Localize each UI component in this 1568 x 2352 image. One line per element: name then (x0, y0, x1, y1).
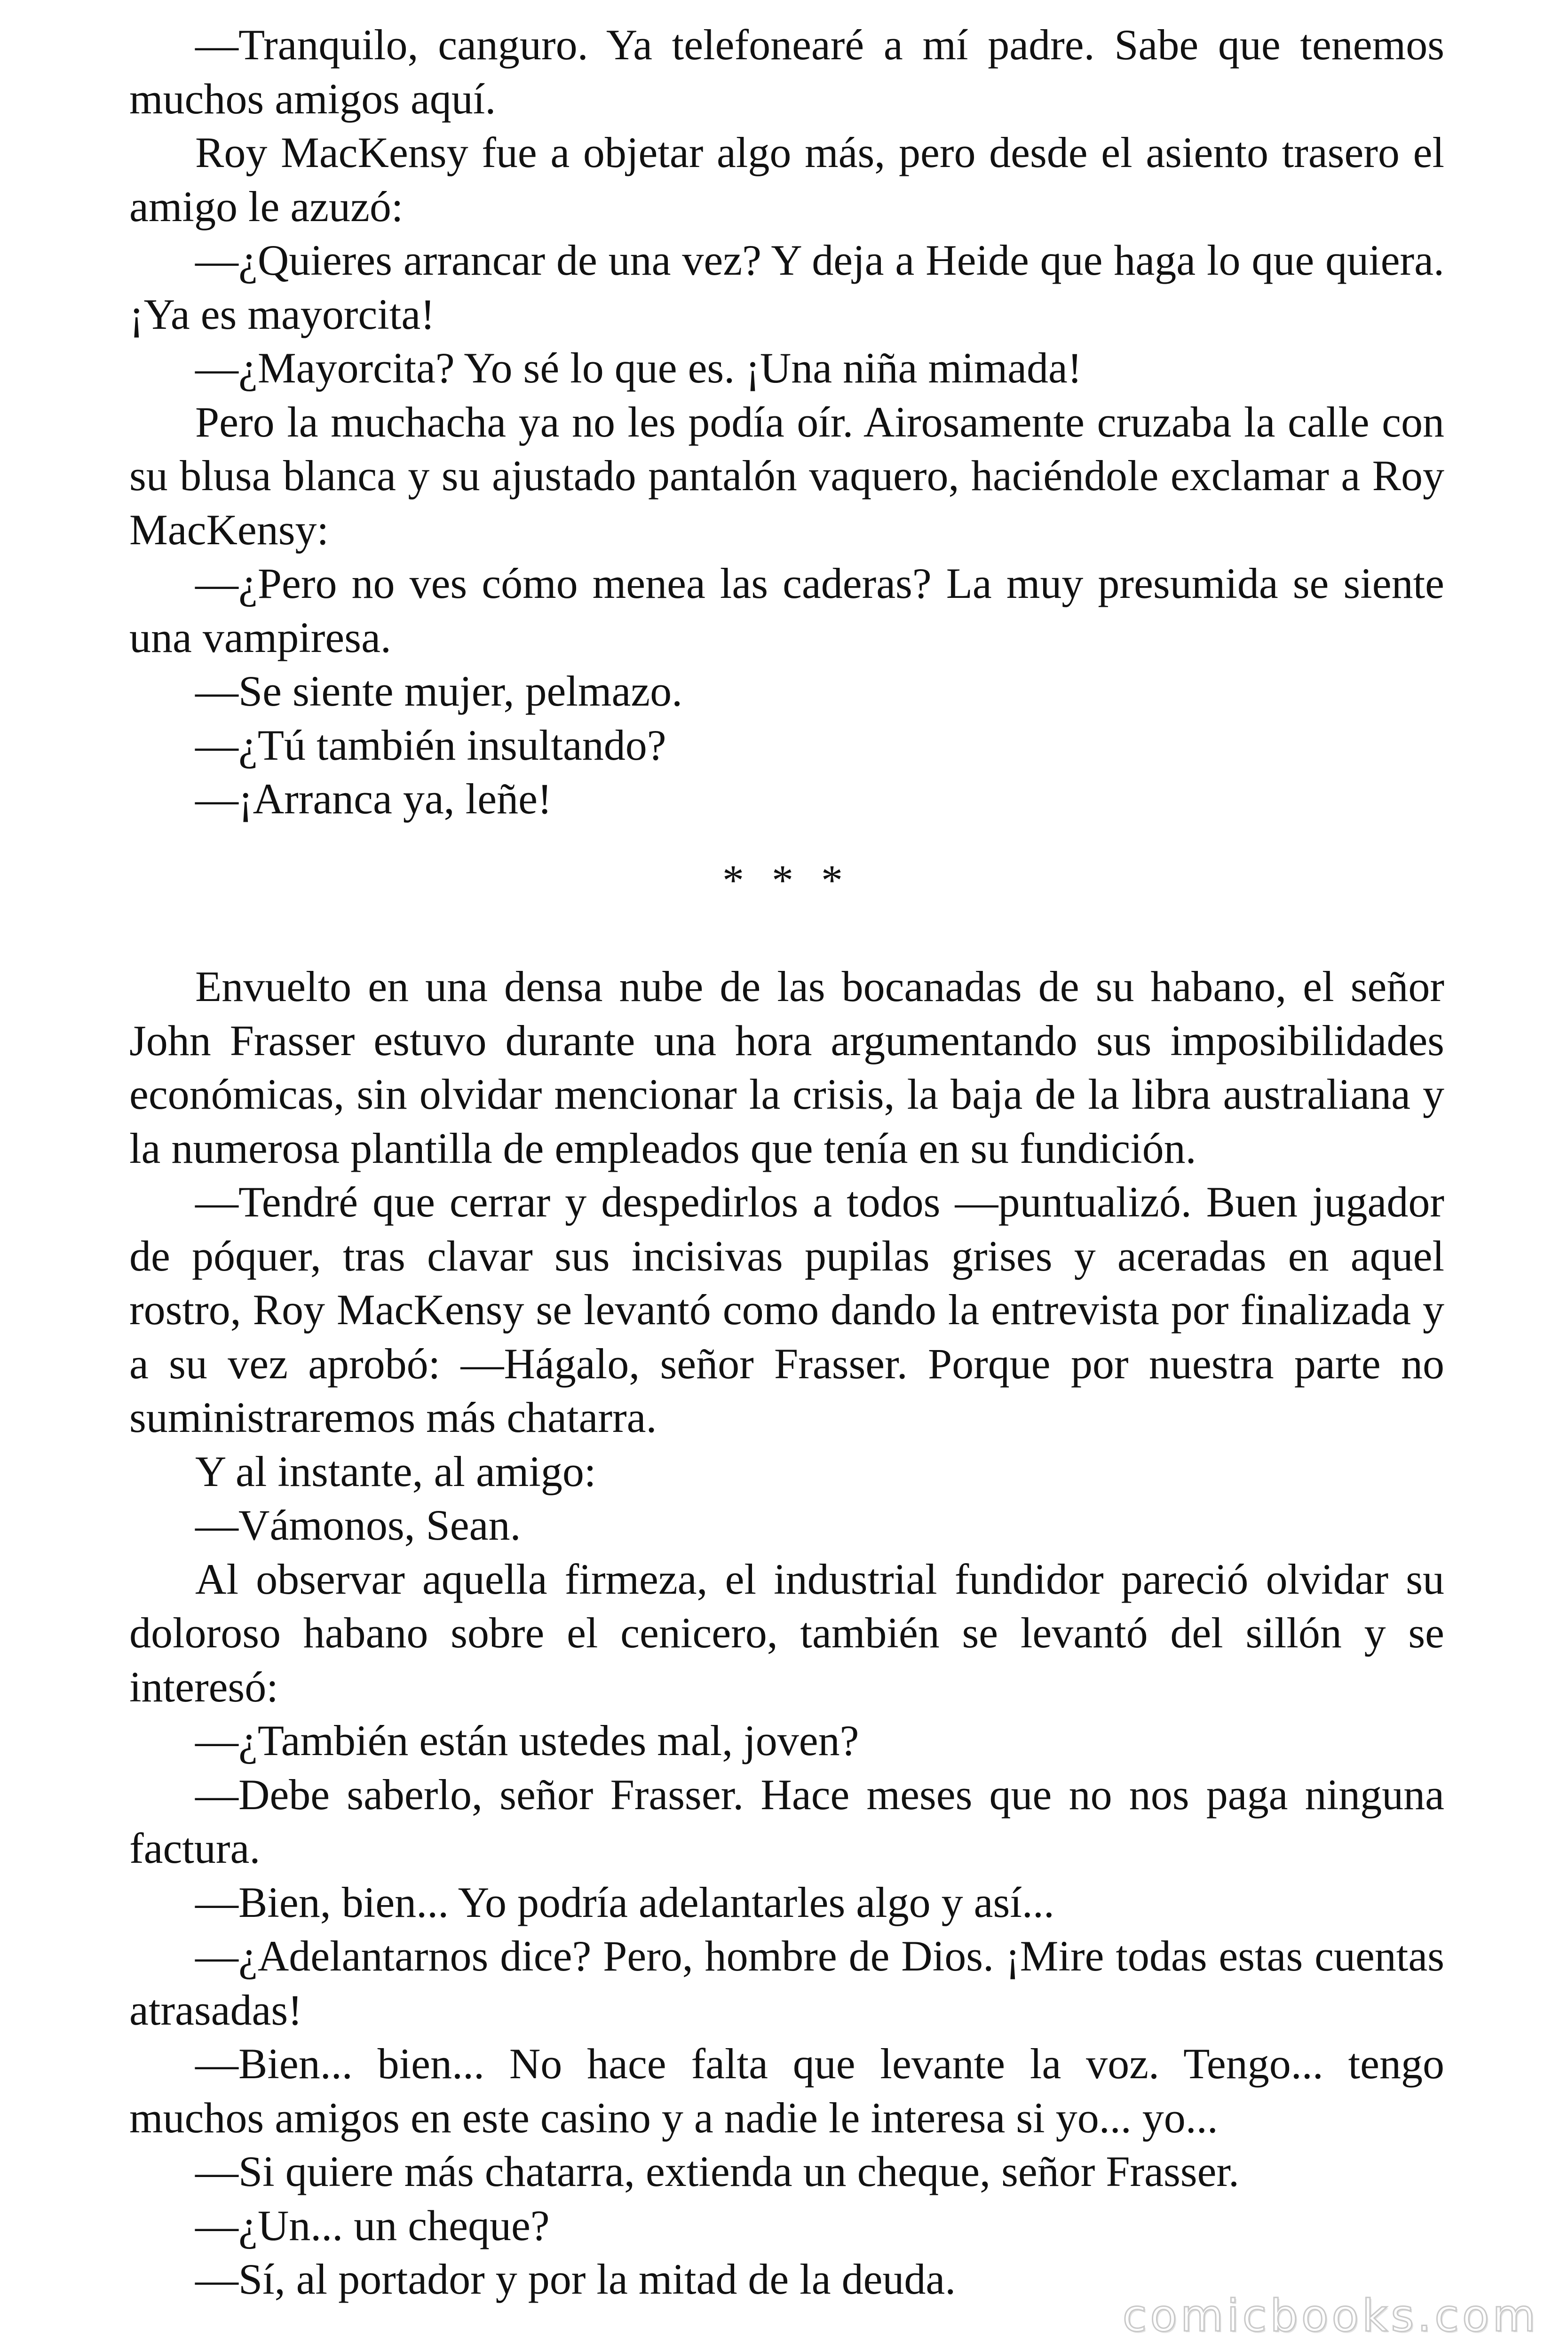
paragraph: —¿Pero no ves cómo menea las caderas? La muy presumida se siente una vampiresa. (129, 559, 1444, 661)
paragraph: —Bien... bien... No hace falta que levante la voz. Tengo... tengo muchos amigos en este casino y a nadie le interesa si yo... yo... (129, 2040, 1444, 2142)
paragraph: —Se siente mujer, pelmazo. (195, 667, 683, 715)
paragraph: —¿Quieres arrancar de una vez? Y deja a Heide que haga lo que quiera. ¡Ya es mayorcita! (129, 236, 1444, 338)
paragraph: —Si quiere más chatarra, extienda un cheque, señor Frasser. (195, 2147, 1239, 2195)
paragraph: —¿Tú también insultando? (195, 721, 666, 769)
page-text (129, 18, 1444, 2306)
watermark: comicbooks.com (1122, 2290, 1539, 2342)
paragraph: —¿También están ustedes mal, joven? (195, 1716, 859, 1764)
paragraph: —¡Arranca ya, leñe! (195, 775, 552, 823)
paragraph: —¿Un... un cheque? (195, 2201, 550, 2249)
paragraph: —¿Mayorcita? Yo sé lo que es. ¡Una niña mimada! (195, 344, 1082, 392)
paragraph: —Bien, bien... Yo podría adelantarles algo y así... (195, 1878, 1054, 1926)
section-separator: * * * (722, 856, 851, 904)
paragraph: —Sí, al portador y por la mitad de la deuda. (195, 2255, 956, 2303)
paragraph: Al observar aquella firmeza, el industrial fundidor pareció olvidar su doloroso habano sobre el cenicero, también se levantó del sillón y se interesó: (129, 1555, 1444, 1711)
paragraph: —Tranquilo, canguro. Ya telefonearé a mí padre. Sabe que tenemos muchos amigos aquí. (129, 21, 1444, 123)
paragraph: Roy MacKensy fue a objetar algo más, pero desde el asiento trasero el amigo le azuzó: (129, 128, 1444, 230)
paragraph: Envuelto en una densa nube de las bocanadas de su habano, el señor John Frasser estuvo durante una hora argumentando sus imposibilidades económicas, sin olvidar mencionar la crisis, la baja de la libra australiana y la numerosa plantilla de empleados que tenía en su fundición. (129, 962, 1444, 1172)
paragraph: —Vámonos, Sean. (195, 1501, 521, 1549)
paragraph: —Debe saberlo, señor Frasser. Hace meses que no nos paga ninguna factura. (129, 1770, 1444, 1872)
paragraph: —¿Adelantarnos dice? Pero, hombre de Dios. ¡Mire todas estas cuentas atrasadas! (129, 1932, 1444, 2034)
paragraph: Y al instante, al amigo: (195, 1447, 596, 1495)
paragraph: Pero la muchacha ya no les podía oír. Airosamente cruzaba la calle con su blusa blanca y su ajustado pantalón vaquero, haciéndole exclamar a Roy MacKensy: (129, 397, 1444, 554)
paragraph: —Tendré que cerrar y despedirlos a todos —puntualizó. Buen jugador de póquer, tras clavar sus incisivas pupilas grises y aceradas en aquel rostro, Roy MacKensy se levantó como dando la entrevista por finalizada y a su vez aprobó: —Hágalo, señor Frasser. Porque por nuestra parte no suministraremos más chatarra. (129, 1178, 1444, 1441)
